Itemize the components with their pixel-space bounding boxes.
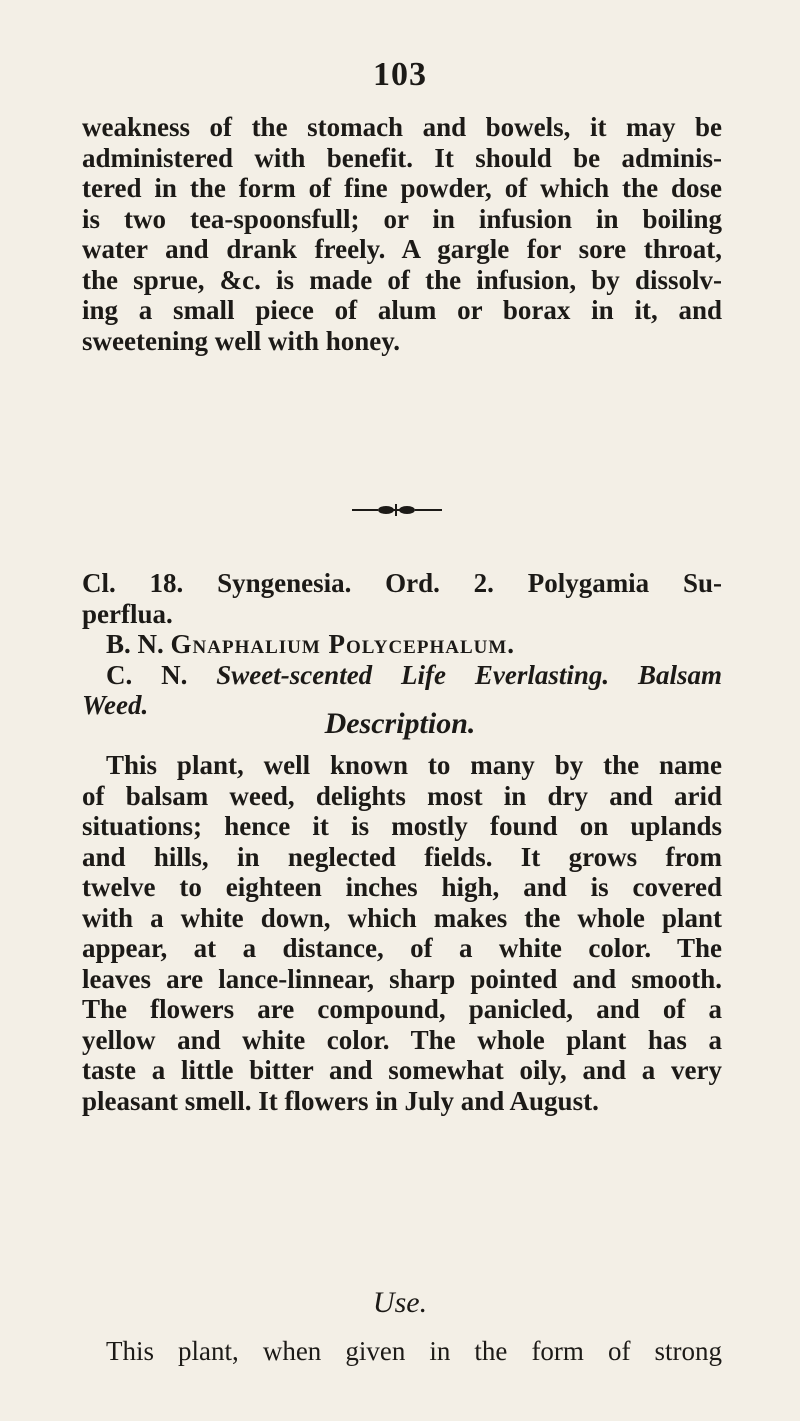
text-line: and hills, in neglected fields. It grows from: [82, 841, 722, 872]
text-line: of balsam weed, delights most in dry and arid: [82, 780, 722, 811]
text-line: tered in the form of fine powder, of which the dose: [82, 173, 722, 203]
page-number: 103: [373, 56, 427, 93]
text-line: yellow and white color. The whole plant has a: [82, 1024, 722, 1055]
description-paragraph: [82, 750, 722, 1116]
opening-paragraph: [82, 112, 722, 356]
text-line: taste a little bitter and somewhat oily, and a very: [82, 1055, 722, 1085]
common-prefix: C. N.: [106, 659, 188, 690]
class-line: Cl. 18. Syngenesia. Ord. 2. Polygamia Su-: [82, 568, 722, 598]
botanical-prefix: B. N.: [106, 629, 164, 659]
text-line: This plant, well known to many by the name: [106, 750, 722, 780]
text-line: sweetening well with honey.: [82, 325, 401, 356]
class-line: perflua.: [82, 598, 173, 629]
common-name: Sweet-scented Life Everlasting. Balsam: [216, 659, 722, 690]
classification-block: [82, 568, 722, 721]
text-line: pleasant smell. It flowers in July and August.: [82, 1085, 599, 1116]
text-line: water and drank freely. A gargle for sore throat,: [82, 234, 722, 264]
common-name-continuation: Weed.: [82, 690, 149, 720]
printers-ornament-icon: [0, 500, 800, 520]
description-heading: Description.: [324, 707, 476, 740]
text-line: ing a small piece of alum or borax in it, and: [82, 295, 722, 325]
text-line: twelve to eighteen inches high, and is covered: [82, 872, 722, 902]
text-line: administered with benefit. It should be adminis-: [82, 142, 722, 173]
text-line: This plant, when given in the form of strong: [106, 1336, 722, 1366]
text-line: is two tea-spoonsfull; or in infusion in boiling: [82, 203, 722, 234]
botanical-name: Gnaphalium Polycephalum.: [170, 629, 516, 659]
text-line: with a white down, which makes the whole plant: [82, 902, 722, 933]
text-line: weakness of the stomach and bowels, it may be: [82, 112, 722, 142]
botanical-name-line: [82, 629, 722, 660]
text-line: the sprue, &c. is made of the infusion, by dissolv-: [82, 264, 722, 295]
text-line: The flowers are compound, panicled, and of a: [82, 994, 722, 1024]
use-heading: Use.: [372, 1286, 428, 1319]
text-line: leaves are lance-linnear, sharp pointed and smooth.: [82, 963, 722, 994]
text-line: appear, at a distance, of a white color. The: [82, 933, 722, 963]
use-paragraph: [82, 1336, 722, 1367]
text-line: situations; hence it is mostly found on uplands: [82, 811, 722, 841]
common-name-line: [82, 660, 722, 691]
